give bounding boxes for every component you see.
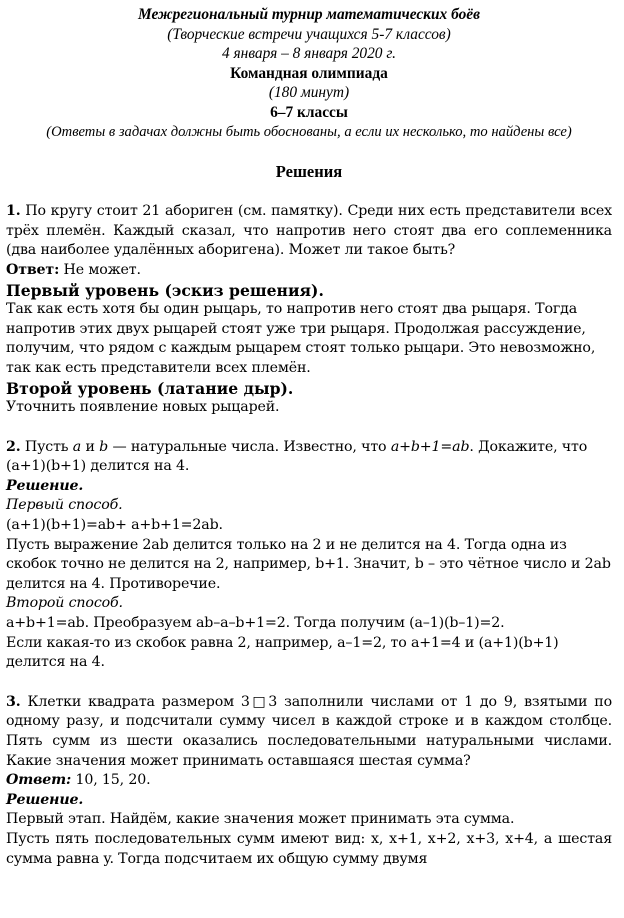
problem-3-text: Клетки квадрата размером 3□3 заполнили числами от 1 до 9, взятыми по одному разу, и подсчитали сумму чисел в каждой строке и в каждом столбце. Пять сумм из шести оказались последовательными натуральными числами. Какие значения может принимать оставшаяся шестая сумма? bbox=[6, 693, 612, 769]
solution-label: Решение. bbox=[6, 477, 84, 494]
equation: a+b+1=ab bbox=[390, 438, 470, 455]
problem-2-number: 2. bbox=[6, 438, 21, 455]
method-2-equation: a+b+1=ab. Преобразуем ab–a–b+1=2. Тогда получим (a–1)(b–1)=2. bbox=[6, 615, 505, 632]
method-1-text: Пусть выражение 2ab делится только на 2 и не делится на 4. Тогда одна из скобок точно не делится на 2, например, b+1. Значит, b – это чётное число и 2ab делится на 4. Противоречие. bbox=[6, 536, 611, 592]
statement-part: — натуральные числа. Известно, что bbox=[112, 438, 387, 455]
level-1-heading: Первый уровень (эскиз решения). bbox=[6, 280, 324, 300]
method-1-label: Первый способ. bbox=[6, 497, 123, 514]
method-2-label: Второй способ. bbox=[6, 595, 123, 612]
expression: (a+1)(b+1) bbox=[6, 458, 87, 475]
problem-1-number: 1. bbox=[6, 203, 21, 220]
method-2-text: Если какая-то из скобок равна 2, например, a–1=2, то a+1=4 и (a+1)(b+1) делится на 4. bbox=[6, 634, 559, 671]
duration-line: (180 минут) bbox=[268, 84, 350, 102]
problem-1 bbox=[6, 202, 612, 418]
statement-part: и bbox=[85, 438, 95, 455]
answer-value: Не может. bbox=[63, 261, 141, 278]
statement-part: . Докажите, что bbox=[469, 438, 588, 455]
problem-3 bbox=[6, 693, 612, 869]
stage-1-text: Первый этап. Найдём, какие значения может принимать эта сумма. bbox=[6, 811, 515, 828]
method-1-equation: (a+1)(b+1)=ab+ a+b+1=2ab. bbox=[6, 517, 223, 534]
grades-line: 6–7 классы bbox=[270, 103, 348, 121]
problem-3-solution-text: Пусть пять последовательных сумм имеют вид: x, x+1, x+2, x+3, x+4, а шестая сумма равна y. Тогда подсчитаем их общую сумму двумя bbox=[6, 830, 612, 867]
problem-1-text: По кругу стоит 21 абориген (см. памятку). Среди них есть представители всех трёх племён. Каждый сказал, что напротив него стоят два его соплеменника (два наиболее удалённых аборигена). Может ли такое быть? bbox=[6, 203, 612, 259]
problem-1-answer bbox=[6, 261, 612, 281]
level-2-heading: Второй уровень (латание дыр). bbox=[6, 378, 294, 398]
olympiad-title: Командная олимпиада bbox=[230, 64, 388, 82]
level-2-text: Уточнить появление новых рыцарей. bbox=[6, 399, 280, 416]
answer-value: 10, 15, 20. bbox=[75, 772, 151, 789]
var-a: a bbox=[72, 438, 82, 455]
tournament-title: Межрегиональный турнир математических боёв bbox=[138, 6, 480, 23]
problem-3-answer bbox=[6, 771, 612, 791]
statement-part: делится на 4. bbox=[90, 458, 190, 475]
problem-1-statement bbox=[6, 202, 612, 261]
level-1-text: Так как есть хотя бы один рыцарь, то напротив него стоят два рыцаря. Тогда напротив этих двух рыцарей стоят уже три рыцаря. Продолжая рассуждение, получим, что рядом с каждым рыцарем стоят только рыцари. Это невозможно, так как есть представители всех племён. bbox=[6, 301, 596, 376]
solution-label: Решение. bbox=[6, 791, 84, 808]
var-b: b bbox=[99, 438, 109, 455]
dates-line: 4 января – 8 января 2020 г. bbox=[221, 45, 397, 63]
solutions-heading: Решения bbox=[275, 162, 343, 182]
problem-2 bbox=[6, 438, 612, 673]
problem-3-statement bbox=[6, 693, 612, 771]
problem-3-number: 3. bbox=[6, 693, 21, 710]
meetings-subtitle: (Творческие встречи учащихся 5-7 классов) bbox=[167, 25, 451, 43]
statement-part: Пусть bbox=[24, 438, 69, 455]
answer-label: Ответ: bbox=[6, 772, 72, 789]
document-page bbox=[6, 5, 612, 869]
problem-2-statement bbox=[6, 438, 612, 477]
instructions-note: (Ответы в задачах должны быть обоснованы, а если их несколько, то найдены все) bbox=[46, 123, 572, 140]
answer-label: Ответ: bbox=[6, 261, 60, 278]
